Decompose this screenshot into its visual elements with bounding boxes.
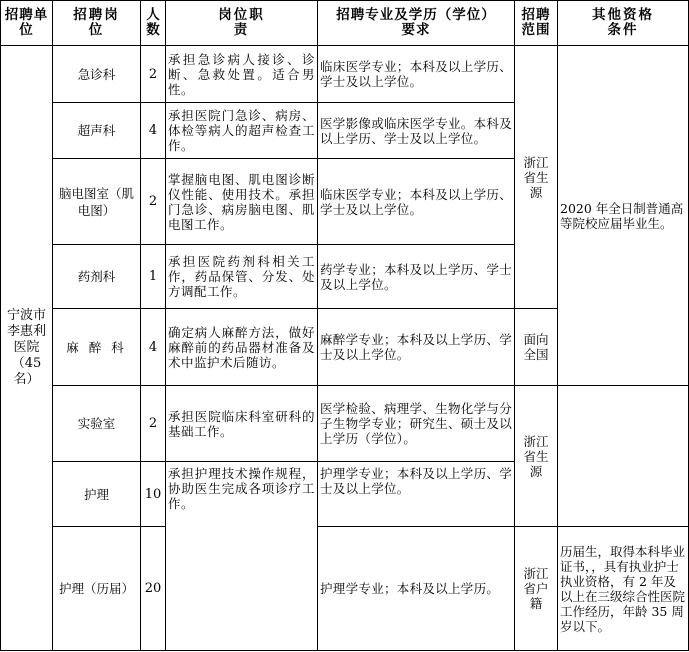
table-row	[1, 527, 689, 651]
scope-cell: 浙江省户籍	[515, 527, 558, 651]
count-cell: 20	[141, 527, 166, 651]
major-cell: 临床医学专业；本科及以上学历、学士及以上学位。	[318, 46, 515, 103]
other-cell-empty	[558, 386, 689, 527]
post-cell: 脑电图室（肌电图）	[53, 159, 141, 245]
post-cell: 超声科	[53, 103, 141, 159]
other-cell: 历届生，取得本科毕业证书，，具有执业护士执业资格，有 2 年及以上在三级综合性医院工作经历，年龄 35 周岁以下。	[558, 527, 689, 651]
table-row	[1, 46, 689, 103]
post-cell: 实验室	[53, 386, 141, 462]
unit-cell: 宁波市李惠利医院（45名）	[1, 46, 53, 651]
post-cell: 急诊科	[53, 46, 141, 103]
count-cell: 4	[141, 103, 166, 159]
count-cell: 2	[141, 386, 166, 462]
count-cell: 2	[141, 46, 166, 103]
scope-cell: 面向全国	[515, 309, 558, 386]
post-cell: 护理	[53, 462, 141, 527]
major-cell: 医学检验、病理学、生物化学与分子生物学专业；研究生、硕士及以上学历（学位）。	[318, 386, 515, 462]
header-count: 人数	[141, 1, 166, 46]
count-cell: 1	[141, 245, 166, 309]
scope-cell: 浙江省生源	[515, 386, 558, 527]
count-cell: 10	[141, 462, 166, 527]
major-cell: 医学影像或临床医学专业。本科及以上学历、学士及以上学位。	[318, 103, 515, 159]
major-cell: 护理学专业；本科及以上学历、学士及以上学位。	[318, 462, 515, 527]
major-cell: 护理学专业；本科及以上学历。	[318, 527, 515, 651]
header-unit: 招聘单位	[1, 1, 53, 46]
duty-cell: 承担医院临床科室研科的基础工作。	[166, 386, 318, 462]
header-row	[1, 1, 689, 46]
post-cell: 麻 醉 科	[53, 309, 141, 386]
header-duty: 岗位职责	[166, 1, 318, 46]
post-cell: 护理（历届）	[53, 527, 141, 651]
major-cell: 麻醉学专业；本科及以上学历、学士及以上学位。	[318, 309, 515, 386]
major-cell: 临床医学专业；本科及以上学历、学士及以上学位。	[318, 159, 515, 245]
header-scope: 招聘范围	[515, 1, 558, 46]
other-cell: 2020 年全日制普通高等院校应届毕业生。	[558, 46, 689, 386]
duty-cell: 承担急诊病人接诊、诊断、急救处置。适合男性。	[166, 46, 318, 103]
duty-cell: 承担护理技术操作规程，协助医生完成各项诊疗工作。	[166, 462, 318, 651]
header-post: 招聘岗位	[53, 1, 141, 46]
header-other: 其他资格条件	[558, 1, 689, 46]
count-cell: 4	[141, 309, 166, 386]
duty-cell: 确定病人麻醉方法，做好麻醉前的药品器材准备及术中监护术后随访。	[166, 309, 318, 386]
major-cell: 药学专业；本科及以上学历、学士及以上学位。	[318, 245, 515, 309]
duty-cell: 承担医院门急诊、病房、体检等病人的超声检查工作。	[166, 103, 318, 159]
duty-cell: 掌握脑电图、肌电图诊断仪性能、使用技术。承担门急诊、病房脑电图、肌电图工作。	[166, 159, 318, 245]
table-row	[1, 386, 689, 462]
header-major: 招聘专业及学历（学位）要求	[318, 1, 515, 46]
count-cell: 2	[141, 159, 166, 245]
post-cell: 药剂科	[53, 245, 141, 309]
scope-cell: 浙江省生源	[515, 46, 558, 309]
duty-cell: 承担医院药剂科相关工作，药品保管、分发、处方调配工作。	[166, 245, 318, 309]
